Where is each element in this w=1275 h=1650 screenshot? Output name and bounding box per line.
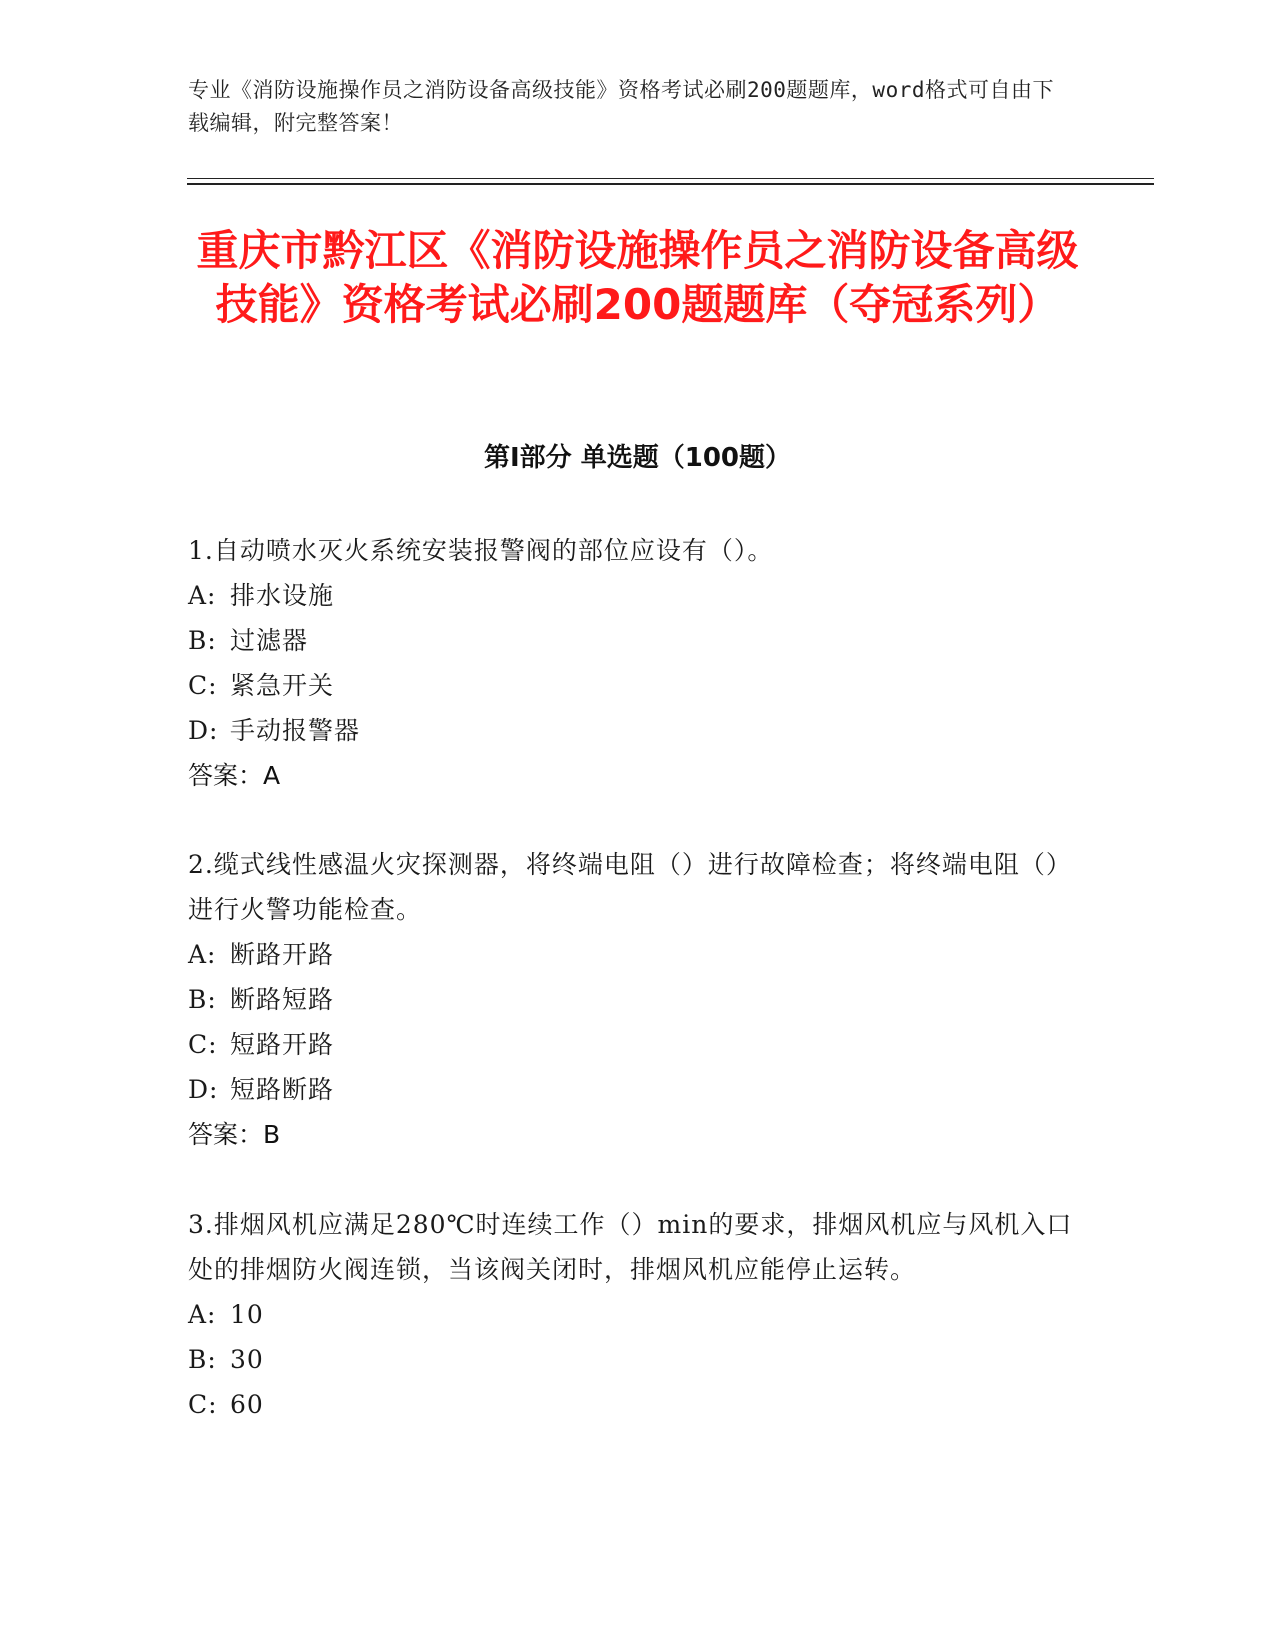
option-text: 短路断路 xyxy=(230,1075,335,1104)
question-2 xyxy=(188,842,1088,1157)
option-text: 60 xyxy=(230,1390,264,1419)
option-text: 短路开路 xyxy=(230,1030,335,1059)
answer-line: 答案：B xyxy=(188,1120,281,1149)
option-text: 排水设施 xyxy=(230,581,335,610)
answer-line: 答案：A xyxy=(188,761,281,790)
option-text: 断路开路 xyxy=(230,940,335,969)
header-divider-thin xyxy=(187,178,1154,179)
header-divider-thick xyxy=(187,183,1154,185)
option-key: C: xyxy=(188,1390,218,1419)
document-title: 重庆市黔江区《消防设施操作员之消防设备高级技能》资格考试必刷200题题库（夺冠系列） xyxy=(196,226,1079,329)
option-b xyxy=(188,618,1088,663)
option-key: A: xyxy=(188,940,217,969)
option-c xyxy=(188,1382,1088,1427)
option-b xyxy=(188,977,1088,1022)
option-key: B: xyxy=(188,1345,217,1374)
option-b xyxy=(188,1337,1088,1382)
question-stem: 3.排烟风机应满足280℃时连续工作（）min的要求，排烟风机应与风机入口处的排烟防火阀连锁，当该阀关闭时，排烟风机应能停止运转。 xyxy=(188,1210,1073,1284)
option-key: C: xyxy=(188,671,218,700)
question-1 xyxy=(188,528,1088,798)
option-d xyxy=(188,708,1088,753)
option-key: B: xyxy=(188,985,217,1014)
option-key: D: xyxy=(188,1075,219,1104)
option-key: B: xyxy=(188,626,217,655)
section-heading: 第Ⅰ部分 单选题（100题） xyxy=(484,443,791,473)
option-a xyxy=(188,1292,1088,1337)
option-text: 手动报警器 xyxy=(230,716,361,745)
option-key: D: xyxy=(188,716,219,745)
option-key: A: xyxy=(188,1300,217,1329)
question-stem: 2.缆式线性感温火灾探测器，将终端电阻（）进行故障检查；将终端电阻（）进行火警功能检查。 xyxy=(188,850,1072,924)
option-a xyxy=(188,573,1088,618)
header-note: 专业《消防设施操作员之消防设备高级技能》资格考试必刷200题题库，word格式可自由下载编辑，附完整答案！ xyxy=(188,78,1054,135)
question-stem: 1.自动喷水灭火系统安装报警阀的部位应设有（）。 xyxy=(188,536,774,565)
option-d xyxy=(188,1067,1088,1112)
option-text: 过滤器 xyxy=(230,626,309,655)
option-text: 断路短路 xyxy=(230,985,335,1014)
option-text: 10 xyxy=(230,1300,264,1329)
question-3 xyxy=(188,1202,1088,1427)
option-a xyxy=(188,932,1088,977)
option-c xyxy=(188,663,1088,708)
option-text: 30 xyxy=(230,1345,264,1374)
option-c xyxy=(188,1022,1088,1067)
option-key: A: xyxy=(188,581,217,610)
option-text: 紧急开关 xyxy=(230,671,335,700)
option-key: C: xyxy=(188,1030,218,1059)
